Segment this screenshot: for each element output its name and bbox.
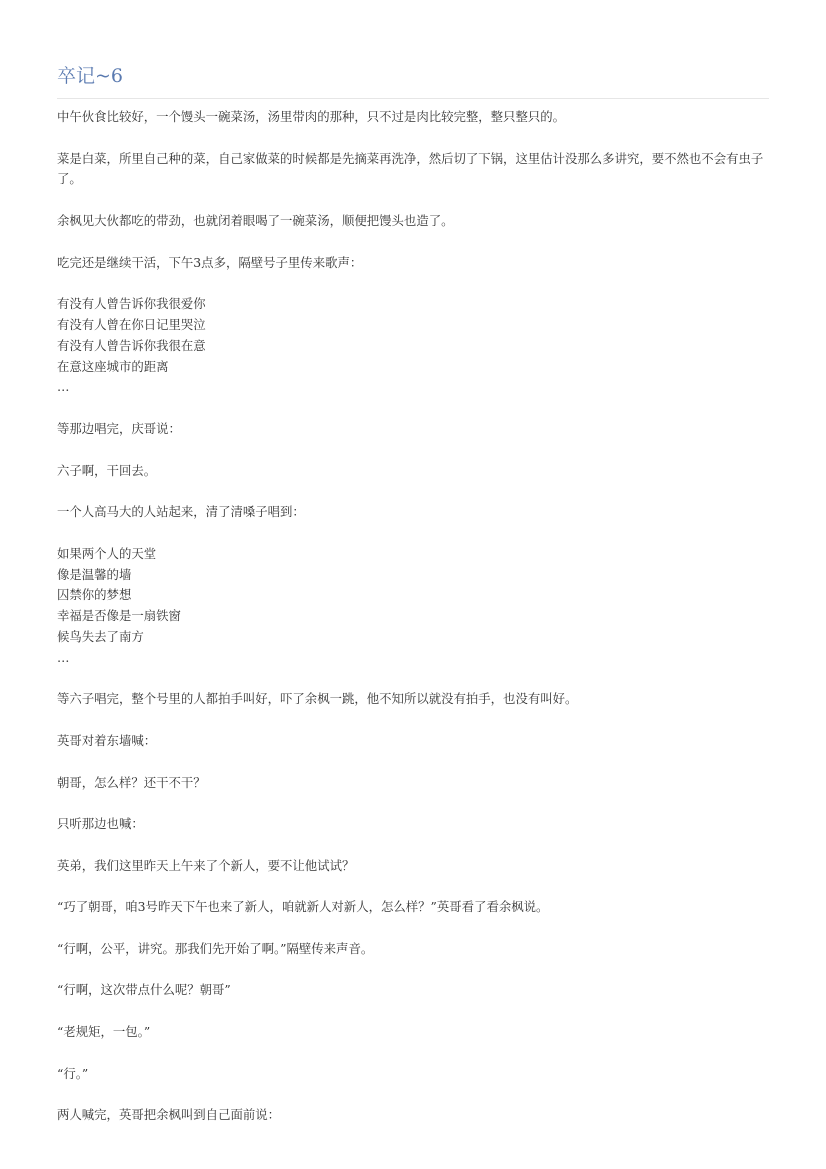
paragraph-line: 只听那边也喊： [57, 816, 144, 832]
paragraph [57, 149, 769, 191]
paragraph-line: 如果两个人的天堂 [57, 545, 157, 561]
paragraph-line: 余枫见大伙都吃的带劲，也就闭着眼喝了一碗菜汤，顺便把馒头也造了。 [57, 212, 454, 228]
paragraph [57, 731, 769, 752]
paragraph [57, 1064, 769, 1085]
paragraph-line: “行啊，这次带点什么呢？朝哥” [57, 982, 231, 998]
paragraph [57, 1022, 769, 1043]
paragraph [57, 294, 769, 398]
paragraph [57, 1105, 769, 1126]
paragraph-line: 英弟，我们这里昨天上午来了个新人，要不让他试试？ [57, 857, 355, 873]
paragraph-line: 候鸟失去了南方 [57, 628, 144, 644]
paragraph-line: 等那边唱完，庆哥说： [57, 420, 181, 436]
paragraph-line: “老规矩，一包。” [57, 1024, 151, 1040]
paragraph-line: 囚禁你的梦想 [57, 587, 132, 603]
document-title: 卒记~6 [57, 65, 124, 87]
paragraph-line: … [57, 379, 70, 395]
title-divider [57, 98, 769, 99]
paragraph-line: 吃完还是继续干活，下午3点多，隔壁号子里传来歌声： [57, 254, 363, 270]
paragraph-line: 一个人高马大的人站起来，清了清嗓子唱到： [57, 504, 305, 520]
document-body [57, 107, 769, 1147]
paragraph-line: 像是温馨的墙 [57, 566, 132, 582]
paragraph [57, 211, 769, 232]
paragraph-line: 六子啊，干回去。 [57, 462, 157, 478]
paragraph-line: 朝哥，怎么样？还干不干？ [57, 774, 206, 790]
paragraph [57, 461, 769, 482]
paragraph-line: 在意这座城市的距离 [57, 358, 169, 374]
paragraph-line: 英哥对着东墙喊： [57, 732, 157, 748]
paragraph [57, 502, 769, 523]
paragraph [57, 253, 769, 274]
paragraph-line: “行啊，公平，讲究。那我们先开始了啊。”隔壁传来声音。 [57, 940, 374, 956]
paragraph-line: 菜是白菜，所里自己种的菜，自己家做菜的时候都是先摘菜再洗净，然后切了下锅，这里估计没那么多讲究，要不然也不会有虫子了。 [57, 150, 764, 187]
paragraph-line: … [57, 649, 70, 665]
paragraph-line: 有没有人曾告诉你我很爱你 [57, 296, 206, 312]
paragraph [57, 939, 769, 960]
paragraph-line: “巧了朝哥，咱3号昨天下午也来了新人，咱就新人对新人，怎么样？”英哥看了看余枫说。 [57, 899, 549, 915]
paragraph [57, 689, 769, 710]
paragraph [57, 980, 769, 1001]
paragraph-line: 有没有人曾在你日记里哭泣 [57, 316, 206, 332]
paragraph-line: “行。” [57, 1065, 89, 1081]
paragraph [57, 107, 769, 128]
paragraph [57, 544, 769, 669]
paragraph-line: 两人喊完，英哥把余枫叫到自己面前说： [57, 1107, 281, 1123]
paragraph [57, 814, 769, 835]
paragraph [57, 419, 769, 440]
paragraph-line: 中午伙食比较好，一个馒头一碗菜汤，汤里带肉的那种，只不过是肉比较完整，整只整只的。 [57, 109, 566, 124]
paragraph [57, 897, 769, 918]
paragraph-line: 幸福是否像是一扇铁窗 [57, 608, 181, 624]
paragraph [57, 856, 769, 877]
paragraph-line: 等六子唱完，整个号里的人都拍手叫好，吓了余枫一跳，他不知所以就没有拍手，也没有叫好。 [57, 691, 578, 707]
paragraph-line: 有没有人曾告诉你我很在意 [57, 337, 206, 353]
paragraph [57, 773, 769, 794]
